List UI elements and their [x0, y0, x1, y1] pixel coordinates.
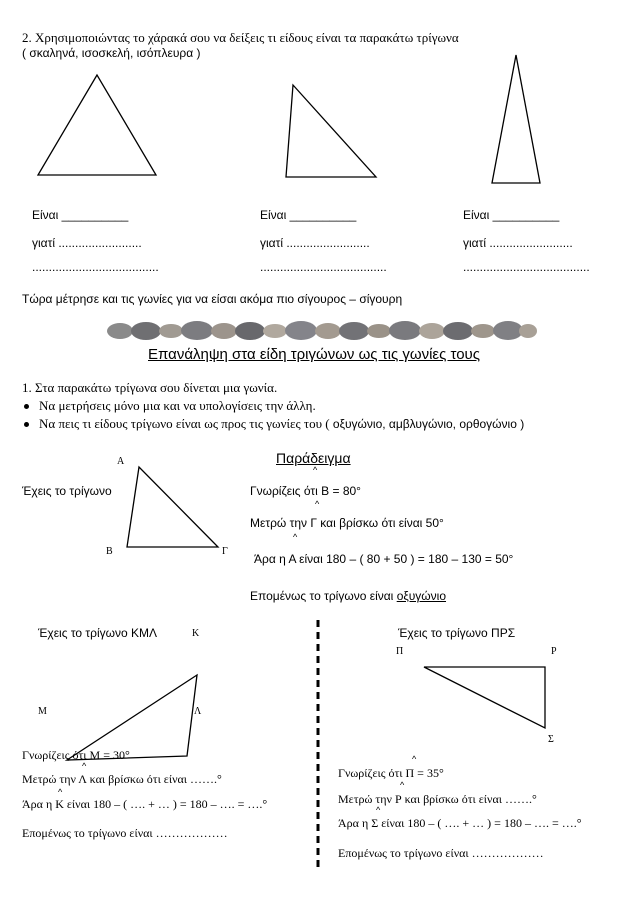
vertex-r: Ρ — [551, 646, 557, 657]
pebble-divider — [107, 319, 537, 343]
example-have-triangle: Έχεις το τρίγωνο — [22, 484, 112, 498]
angle-hat-g: ^ — [315, 499, 320, 509]
angle-hat-b: ^ — [313, 465, 318, 475]
angle-hat-s: ^ — [376, 805, 381, 815]
task2-instruction: 2. Χρησιμοποιώντας το χάρακά σου να δείξεις τι είδους είναι τα παρακάτω τρίγωνα — [22, 30, 459, 45]
bullet-dot — [24, 422, 29, 427]
isosceles-triangle — [492, 55, 540, 183]
kml-title: Έχεις το τρίγωνο ΚΜΛ — [38, 626, 158, 640]
col2-because: γιατί ......................... — [260, 236, 370, 250]
prs-measure: Μετρώ την Ρ και βρίσκω ότι είναι …….° — [338, 792, 537, 806]
example-calculation: Άρα η Α είναι 180 – ( 80 + 50 ) = 180 – 130 = 50° — [254, 552, 514, 566]
bullet-2-triangle-kinds: οξυγώνιο, αμβλυγώνιο, ορθογώνιο ) — [329, 417, 525, 431]
task1-bullet-1 — [24, 398, 316, 414]
col3-because: γιατί ......................... — [463, 236, 573, 250]
vertex-m: Μ — [38, 706, 47, 717]
vertex-k: Κ — [192, 628, 200, 639]
prs-triangle — [424, 667, 545, 728]
task1-instruction: 1. Στα παρακάτω τρίγωνα σου δίνεται μια γωνία. — [22, 380, 278, 395]
equilateral-triangle — [38, 75, 156, 175]
example-conclusion-answer: οξυγώνιο — [396, 589, 447, 603]
angle-hat-r: ^ — [400, 780, 405, 790]
task1-bullet-2 — [24, 416, 524, 432]
bullet-dot — [24, 404, 29, 409]
col2-dots: ...................................... — [260, 260, 387, 274]
col1-is: Είναι __________ — [32, 208, 129, 222]
angle-hat-k: ^ — [58, 787, 63, 797]
kml-calculation: Άρα η Κ είναι 180 – ( …. + … ) = 180 – …. = ….° — [22, 797, 268, 811]
example-known-angle: Γνωρίζεις ότι Β = 80° — [250, 484, 361, 498]
example-conclusion — [250, 589, 446, 603]
example-conclusion-text: Επομένως το τρίγωνο είναι — [250, 589, 397, 603]
right-triangle — [286, 85, 376, 177]
col3-is: Είναι __________ — [463, 208, 560, 222]
measure-angles-note: Τώρα μέτρησε και τις γωνίες για να είσαι ακόμα πιο σίγουρος – σίγουρη — [22, 292, 403, 306]
prs-title: Έχεις το τρίγωνο ΠΡΣ — [398, 626, 516, 640]
example-heading: Παράδειγμα — [276, 450, 351, 466]
angle-hat-p: ^ — [412, 754, 417, 764]
task2-triangle-types: ( σκαληνά, ισοσκελή, ισόπλευρα ) — [22, 46, 201, 60]
example-measure: Μετρώ την Γ και βρίσκω ότι είναι 50° — [250, 516, 444, 530]
review-title: Επανάληψη στα είδη τριγώνων ως τις γωνίες τους — [148, 346, 480, 363]
kml-measure: Μετρώ την Λ και βρίσκω ότι είναι …….° — [22, 772, 222, 786]
vertex-s: Σ — [548, 734, 554, 745]
angle-hat-l: ^ — [82, 761, 87, 771]
col3-dots: ...................................... — [463, 260, 590, 274]
bullet-1-text: Να μετρήσεις μόνο μια και να υπολογίσεις την άλλη. — [39, 398, 316, 413]
kml-conclusion: Επομένως το τρίγωνο είναι ……………… — [22, 826, 228, 840]
angle-hat-a: ^ — [293, 532, 298, 542]
example-triangle — [127, 467, 218, 547]
vertex-p: Π — [396, 646, 404, 657]
col1-dots: ...................................... — [32, 260, 159, 274]
vertex-g: Γ — [222, 546, 228, 557]
col1-because: γιατί ......................... — [32, 236, 142, 250]
col2-is: Είναι __________ — [260, 208, 357, 222]
prs-known-angle: Γνωρίζεις ότι Π = 35° — [338, 766, 444, 780]
bullet-2-text: Να πεις τι είδους τρίγωνο είναι ως προς τις γωνίες του ( — [39, 416, 330, 431]
vertex-l: Λ — [194, 706, 202, 717]
prs-calculation: Άρα η Σ είναι 180 – ( …. + … ) = 180 – …. = ….° — [338, 816, 582, 830]
prs-conclusion: Επομένως το τρίγωνο είναι ……………… — [338, 846, 544, 860]
kml-known-angle: Γνωρίζεις ότι Μ = 30° — [22, 748, 130, 762]
vertex-a: Α — [117, 456, 125, 467]
vertex-b: Β — [106, 546, 113, 557]
